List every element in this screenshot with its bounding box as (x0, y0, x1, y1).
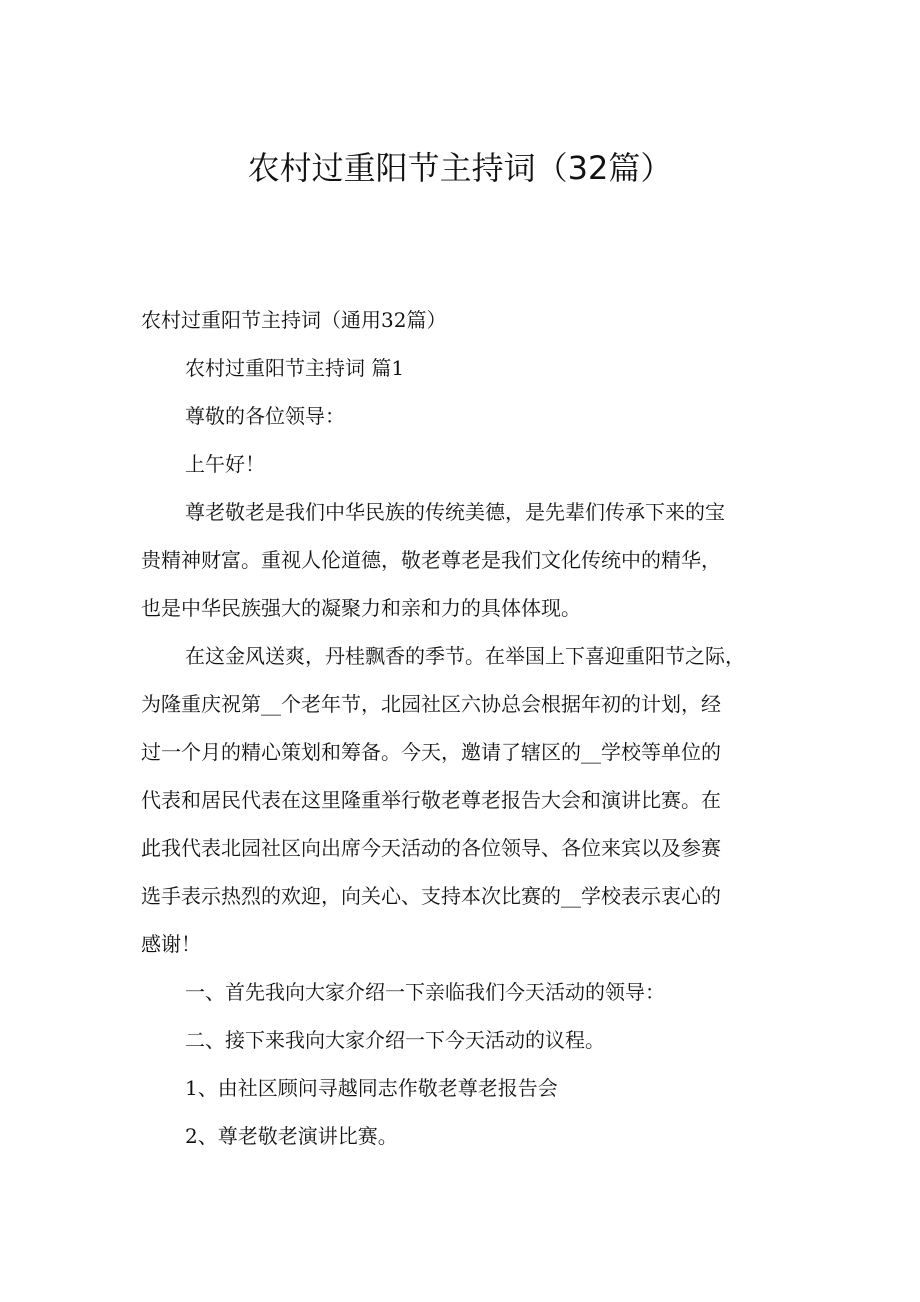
document-body (141, 296, 781, 1160)
paragraph-line: 在这金风送爽，丹桂飘香的季节。在举国上下喜迎重阳节之际， (185, 644, 745, 668)
paragraph-line: 尊老敬老是我们中华民族的传统美德，是先辈们传承下来的宝 (185, 500, 725, 524)
paragraph-line: 代表和居民代表在这里隆重举行敬老尊老报告大会和演讲比赛。在 (141, 788, 721, 812)
section-heading: 农村过重阳节主持词 篇1 (185, 356, 405, 380)
document-subtitle: 农村过重阳节主持词（通用32篇） (141, 308, 447, 332)
paragraph-line: 感谢！ (141, 932, 201, 956)
paragraph-line: 也是中华民族强大的凝聚力和亲和力的具体体现。 (141, 596, 581, 620)
paragraph-2 (141, 632, 781, 968)
paragraph-line: 过一个月的精心策划和筹备。今天，邀请了辖区的__学校等单位的 (141, 740, 721, 764)
paragraph-line: 贵精神财富。重视人伦道德，敬老尊老是我们文化传统中的精华， (141, 548, 721, 572)
salutation: 尊敬的各位领导： (185, 404, 345, 428)
greeting: 上午好！ (185, 452, 265, 476)
paragraph-line: 选手表示热烈的欢迎，向关心、支持本次比赛的__学校表示衷心的 (141, 884, 721, 908)
paragraph-line: 此我代表北园社区向出席今天活动的各位领导、各位来宾以及参赛 (141, 836, 721, 860)
document-title: 农村过重阳节主持词（32篇） (247, 149, 673, 187)
agenda-item-1: 一、首先我向大家介绍一下亲临我们今天活动的领导： (185, 980, 665, 1004)
paragraph-line: 为隆重庆祝第__个老年节，北园社区六协总会根据年初的计划，经 (141, 692, 721, 716)
agenda-item-2: 二、接下来我向大家介绍一下今天活动的议程。 (185, 1028, 605, 1052)
agenda-item-4: 2、尊老敬老演讲比赛。 (185, 1124, 398, 1148)
paragraph-1 (141, 488, 781, 632)
agenda-item-3: 1、由社区顾问寻越同志作敬老尊老报告会 (185, 1076, 558, 1100)
